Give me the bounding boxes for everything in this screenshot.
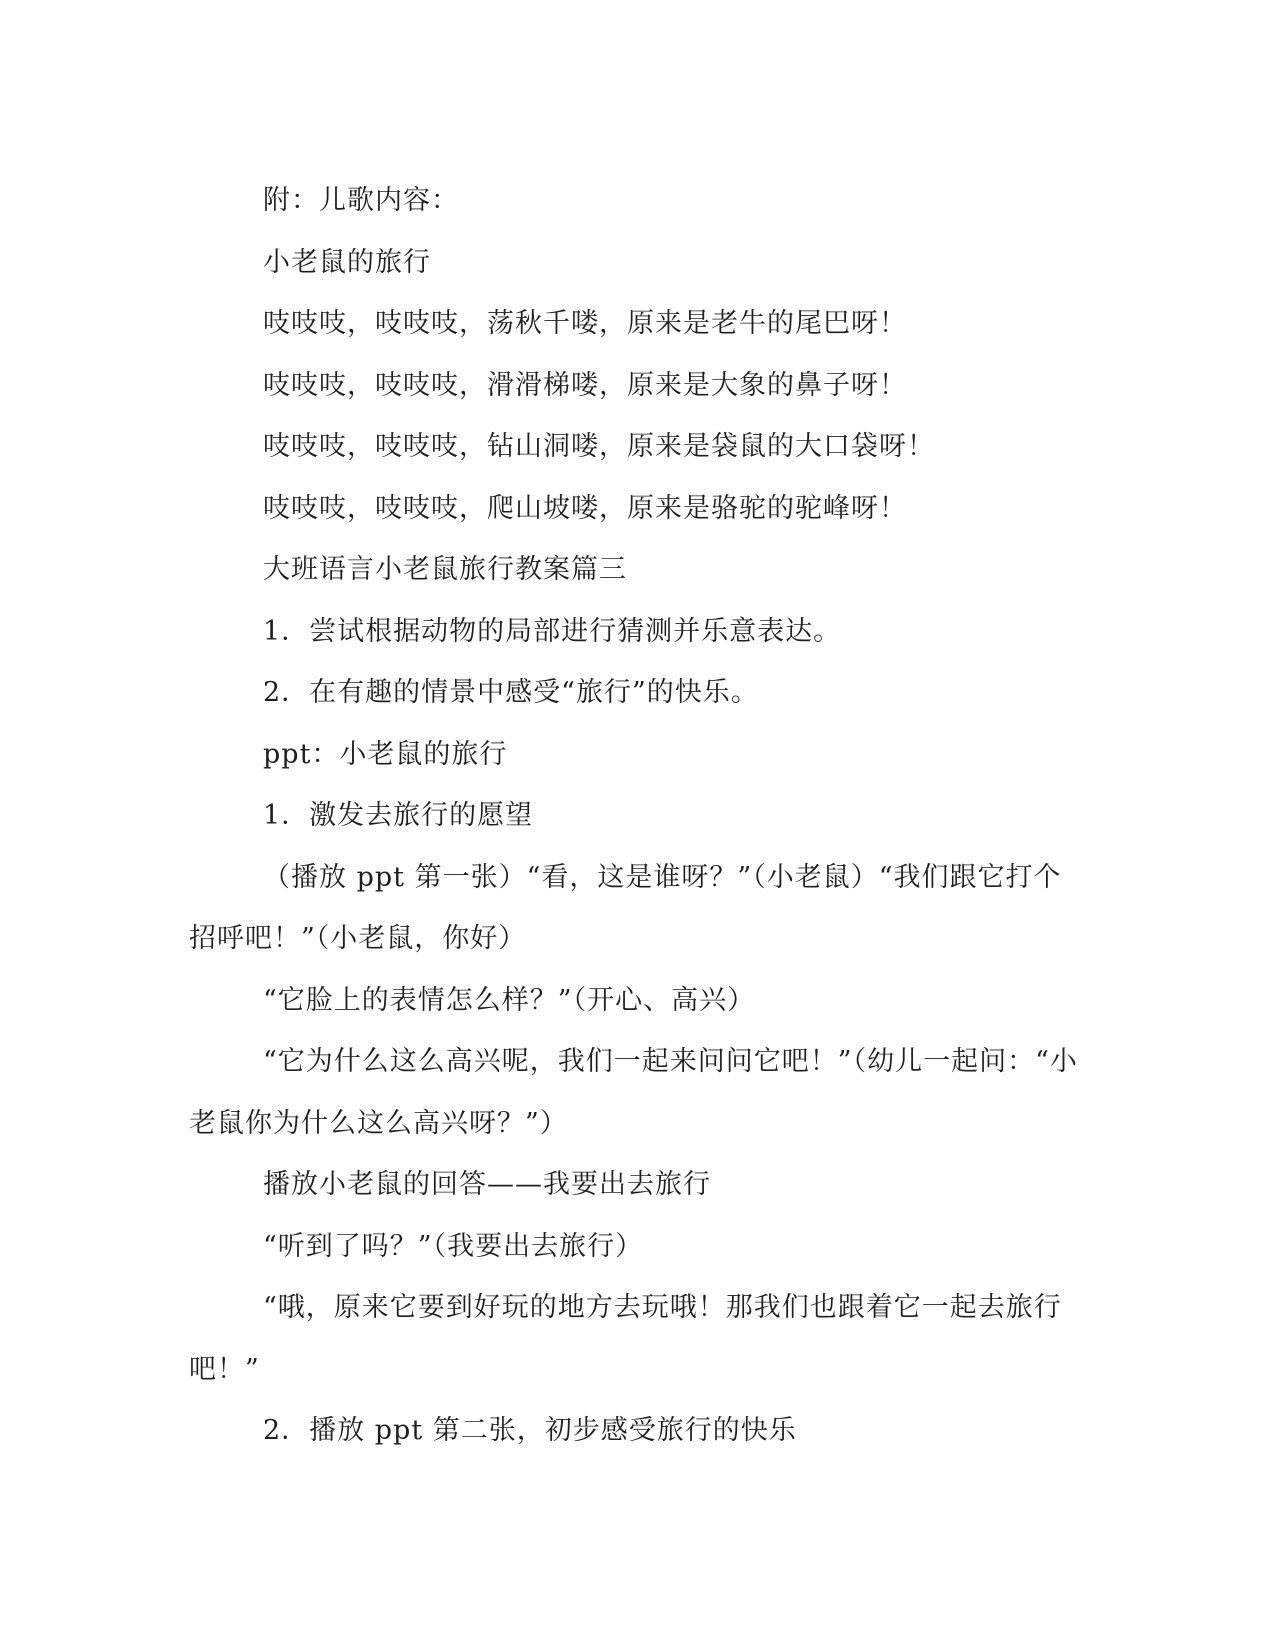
paragraph-section-title: 大班语言小老鼠旅行教案篇三 bbox=[263, 554, 627, 585]
paragraph-rhyme-line-4: 吱吱吱，吱吱吱，爬山坡喽，原来是骆驼的驼峰呀！ bbox=[263, 492, 907, 524]
paragraph-step-1-dialogue-6: “哦，原来它要到好玩的地方去玩哦！那我们也跟着它一起去旅行吧！” bbox=[189, 1292, 1062, 1385]
paragraph-step-1-dialogue-3: “它为什么这么高兴呢，我们一起来问问它吧！”（幼儿一起问：“小老鼠你为什么这么高兴呀？”） bbox=[189, 1046, 1078, 1139]
paragraph-rhyme-line-1: 吱吱吱，吱吱吱，荡秋千喽，原来是老牛的尾巴呀！ bbox=[263, 308, 907, 339]
paragraph-step-1-dialogue-4: 播放小老鼠的回答——我要出去旅行 bbox=[263, 1169, 711, 1200]
paragraph-appendix-heading: 附：儿歌内容： bbox=[263, 185, 459, 216]
paragraph-material: ppt：小老鼠的旅行 bbox=[263, 738, 508, 770]
paragraph-goal-2: 2．在有趣的情景中感受“旅行”的快乐。 bbox=[263, 677, 759, 708]
paragraph-step-2: 2．播放 ppt 第二张，初步感受旅行的快乐 bbox=[263, 1415, 797, 1446]
document-body bbox=[189, 170, 1089, 1462]
paragraph-step-1-dialogue-2: “它脸上的表情怎么样？”（开心、高兴） bbox=[263, 984, 756, 1016]
paragraph-step-1-dialogue-1: （播放 ppt 第一张）“看，这是谁呀？”（小老鼠）“我们跟它打个招呼吧！”（小老鼠，你好） bbox=[189, 861, 1062, 954]
paragraph-step-1-dialogue-5: “听到了吗？”（我要出去旅行） bbox=[263, 1230, 644, 1262]
paragraph-rhyme-title: 小老鼠的旅行 bbox=[263, 246, 431, 278]
paragraph-goal-1: 1．尝试根据动物的局部进行猜测并乐意表达。 bbox=[263, 615, 842, 647]
paragraph-rhyme-line-3: 吱吱吱，吱吱吱，钻山洞喽，原来是袋鼠的大口袋呀！ bbox=[263, 431, 935, 462]
paragraph-rhyme-line-2: 吱吱吱，吱吱吱，滑滑梯喽，原来是大象的鼻子呀！ bbox=[263, 369, 907, 401]
paragraph-step-1: 1．激发去旅行的愿望 bbox=[263, 800, 534, 831]
